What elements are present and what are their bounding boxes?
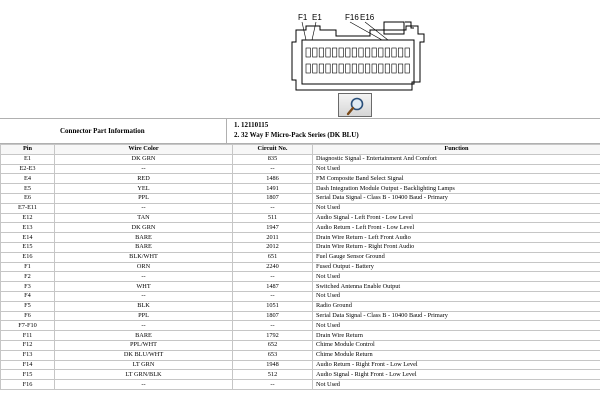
connector-part-number: 1. 12110115	[234, 121, 269, 129]
cell-circuit-no: 2012	[233, 242, 313, 252]
cell-pin: F6	[1, 311, 55, 321]
pin-cavity	[372, 64, 376, 73]
callout-e1: E1	[312, 13, 322, 22]
callout-f16: F16	[345, 13, 359, 22]
cell-circuit-no: 653	[233, 350, 313, 360]
cell-pin: F16	[1, 380, 55, 390]
cell-wire-color: BLK	[55, 301, 233, 311]
cell-function: Not Used	[313, 380, 600, 390]
table-row	[1, 164, 600, 174]
cell-wire-color: DK GRN	[55, 154, 233, 164]
pin-cavity	[379, 48, 383, 57]
connector-diagram	[0, 0, 600, 120]
cell-wire-color: RED	[55, 174, 233, 184]
cell-pin: F15	[1, 370, 55, 380]
pin-cavity	[326, 64, 330, 73]
cell-function: Radio Ground	[313, 301, 600, 311]
cell-pin: E5	[1, 184, 55, 194]
cell-pin: E6	[1, 193, 55, 203]
cell-wire-color: BARE	[55, 331, 233, 341]
cell-function: Drain Wire Return - Left Front Audio	[313, 233, 600, 243]
cell-function: Fused Output - Battery	[313, 262, 600, 272]
cell-function: Chime Module Return	[313, 350, 600, 360]
cell-circuit-no: 2240	[233, 262, 313, 272]
cell-wire-color: BLK/WHT	[55, 252, 233, 262]
cell-pin: F7-F10	[1, 321, 55, 331]
pin-cavity	[319, 64, 323, 73]
cell-function: Audio Signal - Right Front - Low Level	[313, 370, 600, 380]
pin-cavity	[398, 48, 402, 57]
pin-cavity	[385, 64, 389, 73]
cell-wire-color: DK GRN	[55, 223, 233, 233]
cell-pin: E12	[1, 213, 55, 223]
header-function: Function	[313, 145, 600, 155]
cell-pin: F14	[1, 360, 55, 370]
pin-cavity	[313, 48, 317, 57]
cell-function: Drain Wire Return - Right Front Audio	[313, 242, 600, 252]
pin-cavity	[372, 48, 376, 57]
cell-wire-color: YEL	[55, 184, 233, 194]
cell-function: Not Used	[313, 291, 600, 301]
pin-cavity	[379, 64, 383, 73]
cell-wire-color: --	[55, 203, 233, 213]
cell-pin: F2	[1, 272, 55, 282]
table-row	[1, 291, 600, 301]
cell-pin: E7-E11	[1, 203, 55, 213]
cell-function: Not Used	[313, 164, 600, 174]
cell-pin: F4	[1, 291, 55, 301]
table-row	[1, 331, 600, 341]
cell-wire-color: BARE	[55, 242, 233, 252]
table-row	[1, 301, 600, 311]
table-header-row	[1, 145, 600, 155]
pin-cavity	[332, 48, 336, 57]
pin-cavity	[392, 64, 396, 73]
pin-cavity	[359, 64, 363, 73]
cell-function: Chime Module Control	[313, 340, 600, 350]
cell-circuit-no: 1486	[233, 174, 313, 184]
cell-circuit-no: 1947	[233, 223, 313, 233]
pin-cavity	[398, 64, 402, 73]
connector-part-information	[0, 118, 600, 144]
connector-series: 2. 32 Way F Micro-Pack Series (DK BLU)	[234, 131, 359, 139]
cell-function: FM Composite Band Select Signal	[313, 174, 600, 184]
pin-cavity	[313, 64, 317, 73]
cell-circuit-no: --	[233, 291, 313, 301]
cell-pin: F12	[1, 340, 55, 350]
callout-leaders	[302, 22, 388, 40]
cell-wire-color: --	[55, 380, 233, 390]
cell-circuit-no: 1491	[233, 184, 313, 194]
cell-function: Not Used	[313, 321, 600, 331]
cell-function: Drain Wire Return	[313, 331, 600, 341]
cell-circuit-no: 1807	[233, 193, 313, 203]
cell-circuit-no: --	[233, 380, 313, 390]
info-divider	[226, 119, 227, 143]
cell-circuit-no: 652	[233, 340, 313, 350]
cell-circuit-no: 1948	[233, 360, 313, 370]
cell-circuit-no: 835	[233, 154, 313, 164]
pin-table	[0, 144, 600, 390]
cell-circuit-no: 2011	[233, 233, 313, 243]
pin-cavity	[385, 48, 389, 57]
cell-function: Serial Data Signal - Class B - 10400 Baud - Primary	[313, 193, 600, 203]
table-row	[1, 272, 600, 282]
cell-circuit-no: --	[233, 321, 313, 331]
table-row	[1, 321, 600, 331]
cell-wire-color: --	[55, 321, 233, 331]
cell-wire-color: PPL/WHT	[55, 340, 233, 350]
magnifier-icon	[346, 96, 366, 116]
cell-circuit-no: 1792	[233, 331, 313, 341]
table-row	[1, 223, 600, 233]
cell-function: Serial Data Signal - Class B - 10400 Baud - Primary	[313, 311, 600, 321]
callout-e16: E16	[360, 13, 375, 22]
connector-info-label: Connector Part Information	[60, 127, 145, 135]
cell-wire-color: LT GRN	[55, 360, 233, 370]
pin-cavity	[326, 48, 330, 57]
pin-cavity	[352, 64, 356, 73]
cell-circuit-no: --	[233, 164, 313, 174]
cell-function: Switched Antenna Enable Output	[313, 282, 600, 292]
pin-cavity	[346, 64, 350, 73]
table-row	[1, 174, 600, 184]
pin-cavity	[339, 64, 343, 73]
table-row	[1, 193, 600, 203]
table-row	[1, 340, 600, 350]
pin-cavity	[319, 48, 323, 57]
cell-function: Not Used	[313, 203, 600, 213]
table-row	[1, 262, 600, 272]
pin-cavity	[405, 48, 409, 57]
cell-wire-color: DK BLU/WHT	[55, 350, 233, 360]
table-row	[1, 213, 600, 223]
zoom-button[interactable]	[338, 93, 372, 117]
pin-cavity	[365, 64, 369, 73]
table-row	[1, 380, 600, 390]
pin-cavity	[405, 64, 409, 73]
cell-pin: E15	[1, 242, 55, 252]
pin-cavity	[346, 48, 350, 57]
cell-function: Fuel Gauge Sensor Ground	[313, 252, 600, 262]
cell-wire-color: WHT	[55, 282, 233, 292]
table-row	[1, 184, 600, 194]
cell-pin: E4	[1, 174, 55, 184]
pin-cavity	[332, 64, 336, 73]
cell-pin: F5	[1, 301, 55, 311]
cell-pin: E14	[1, 233, 55, 243]
pin-cavity	[352, 48, 356, 57]
header-wire-color: Wire Color	[55, 145, 233, 155]
cell-pin: F1	[1, 262, 55, 272]
pin-cavity	[306, 64, 310, 73]
cell-function: Not Used	[313, 272, 600, 282]
pin-cavity	[365, 48, 369, 57]
cell-function: Diagnostic Signal - Entertainment And Comfort	[313, 154, 600, 164]
table-row	[1, 360, 600, 370]
cell-wire-color: ORN	[55, 262, 233, 272]
pin-cavity	[306, 48, 310, 57]
cell-pin: E2-E3	[1, 164, 55, 174]
table-row	[1, 242, 600, 252]
cell-function: Audio Signal - Left Front - Low Level	[313, 213, 600, 223]
pin-cavity	[339, 48, 343, 57]
cell-pin: E13	[1, 223, 55, 233]
connector-body	[292, 22, 424, 90]
cell-pin: E16	[1, 252, 55, 262]
cell-circuit-no: --	[233, 203, 313, 213]
cell-function: Audio Return - Left Front - Low Level	[313, 223, 600, 233]
cell-circuit-no: 511	[233, 213, 313, 223]
cell-wire-color: PPL	[55, 311, 233, 321]
pin-cavities	[306, 48, 409, 73]
cell-circuit-no: 651	[233, 252, 313, 262]
cell-pin: E1	[1, 154, 55, 164]
table-row	[1, 233, 600, 243]
header-pin: Pin	[1, 145, 55, 155]
cell-circuit-no: 1807	[233, 311, 313, 321]
cell-circuit-no: 512	[233, 370, 313, 380]
cell-circuit-no: 1487	[233, 282, 313, 292]
pin-cavity	[392, 48, 396, 57]
cell-circuit-no: --	[233, 272, 313, 282]
cell-wire-color: PPL	[55, 193, 233, 203]
cell-function: Dash Integration Module Output - Backlighting Lamps	[313, 184, 600, 194]
header-circuit-no: Circuit No.	[233, 145, 313, 155]
pin-cavity	[359, 48, 363, 57]
cell-wire-color: --	[55, 291, 233, 301]
table-row	[1, 282, 600, 292]
table-row	[1, 203, 600, 213]
table-row	[1, 311, 600, 321]
cell-wire-color: LT GRN/BLK	[55, 370, 233, 380]
table-row	[1, 350, 600, 360]
cell-wire-color: --	[55, 164, 233, 174]
cell-function: Audio Return - Right Front - Low Level	[313, 360, 600, 370]
cell-pin: F13	[1, 350, 55, 360]
cell-pin: F11	[1, 331, 55, 341]
table-row	[1, 252, 600, 262]
cell-wire-color: --	[55, 272, 233, 282]
table-row	[1, 370, 600, 380]
cell-wire-color: TAN	[55, 213, 233, 223]
cell-wire-color: BARE	[55, 233, 233, 243]
table-row	[1, 154, 600, 164]
cell-pin: F3	[1, 282, 55, 292]
cell-circuit-no: 1051	[233, 301, 313, 311]
callout-f1: F1	[298, 13, 308, 22]
